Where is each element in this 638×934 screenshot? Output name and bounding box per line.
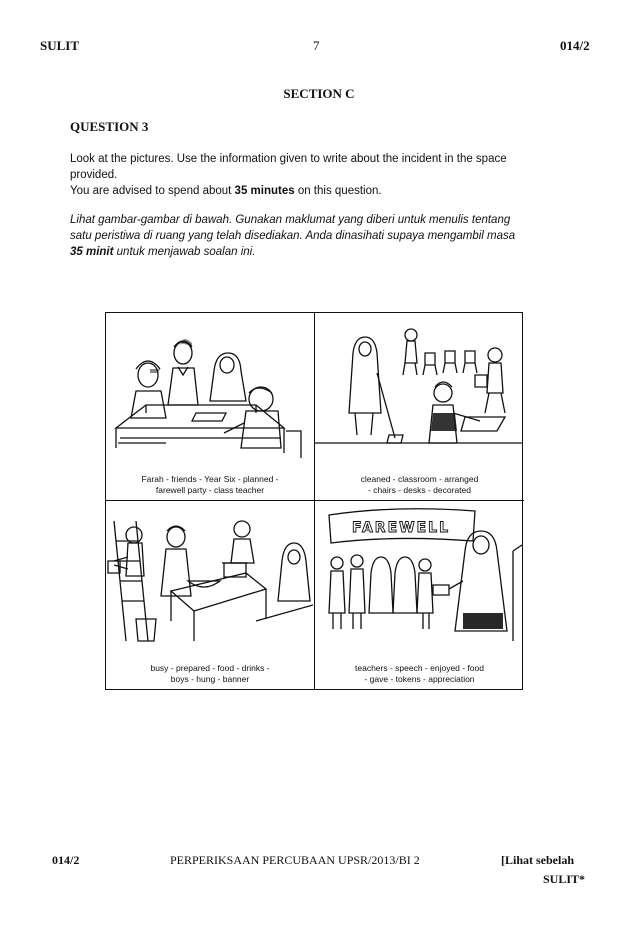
page-number: 7	[313, 38, 320, 53]
instructions-en-line1: Look at the pictures. Use the information given to write about the incident in the space	[70, 153, 507, 165]
picture-panel-planning	[106, 313, 315, 501]
footer-turn-over: [Lihat sebelah	[501, 853, 575, 867]
instructions-ms-line3: untuk menjawab soalan ini.	[113, 246, 256, 258]
panel-1-caption-line1: Farah - friends - Year Six - planned -	[141, 474, 279, 484]
picture-panel-farewell	[315, 501, 524, 689]
picture-panel-preparing-food	[106, 501, 315, 689]
panel-4-caption-line2: - gave - tokens - appreciation	[364, 674, 475, 684]
footer-sulit: SULIT*	[543, 872, 586, 886]
panel-2-caption-line2: - chairs - desks - decorated	[368, 485, 471, 495]
farewell-illustration	[315, 501, 522, 651]
header-sulit-left: SULIT	[40, 38, 80, 53]
planning-illustration	[106, 313, 313, 463]
header-paper-code: 014/2	[560, 38, 590, 53]
instructions-en-duration: 35 minutes	[234, 185, 295, 197]
footer-paper-code: 014/2	[52, 853, 80, 867]
panel-1-caption	[106, 474, 314, 496]
cleaning-illustration	[315, 313, 522, 463]
picture-grid	[105, 312, 523, 690]
instructions-ms-line1: Lihat gambar-gambar di bawah. Gunakan maklumat yang diberi untuk menulis tentang	[70, 214, 511, 226]
instructions-malay	[70, 212, 570, 260]
picture-panel-cleaning	[315, 313, 524, 501]
instructions-en-line2: provided.	[70, 169, 118, 181]
panel-4-caption	[315, 663, 524, 685]
instructions-en-line3b: on this question.	[294, 185, 382, 197]
instructions-english	[70, 151, 570, 199]
panel-2-caption-line1: cleaned - classroom - arranged	[360, 474, 479, 484]
instructions-ms-duration: 35 minit	[70, 246, 114, 258]
farewell-banner-text: FAREWELL	[352, 520, 450, 536]
instructions-ms-line2: satu peristiwa di ruang yang telah disediakan. Anda dinasihati supaya mengambil masa	[70, 230, 516, 242]
section-title: SECTION C	[283, 86, 355, 101]
preparing-food-illustration	[106, 501, 313, 651]
footer-exam-title: PERPERIKSAAN PERCUBAAN UPSR/2013/BI 2	[170, 853, 420, 867]
panel-3-caption	[106, 663, 314, 685]
panel-2-caption	[315, 474, 524, 496]
question-title: QUESTION 3	[70, 119, 149, 134]
panel-3-caption-line1: busy - prepared - food - drinks -	[150, 663, 270, 673]
panel-4-caption-line1: teachers - speech - enjoyed - food	[355, 663, 484, 673]
instructions-en-line3a: You are advised to spend about	[70, 185, 235, 197]
panel-1-caption-line2: farewell party - class teacher	[155, 485, 265, 495]
panel-3-caption-line2: boys - hung - banner	[170, 674, 250, 684]
